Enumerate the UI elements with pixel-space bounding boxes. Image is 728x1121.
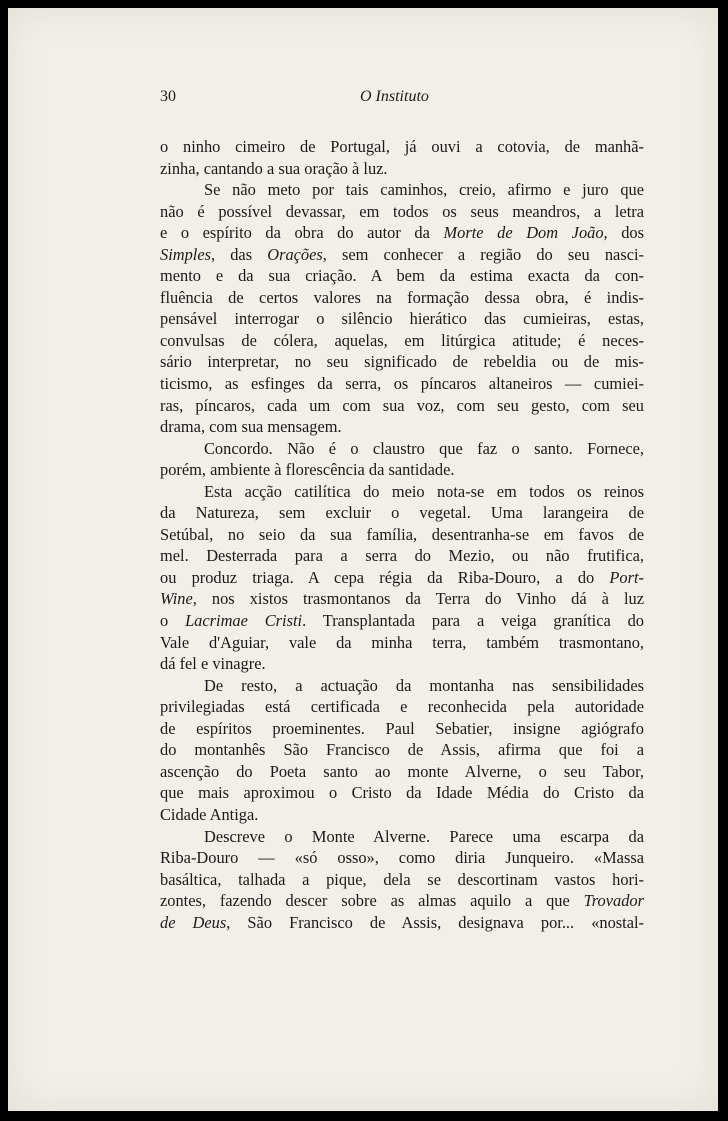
body-text xyxy=(160,136,644,933)
text-line: que mais aproximou o Cristo da Idade Média do Cristo da xyxy=(160,783,644,803)
book-page xyxy=(8,8,718,1111)
text-line: dá fel e vinagre. xyxy=(160,654,266,674)
text-line: De resto, a actuação da montanha nas sensibilidades xyxy=(204,675,644,695)
text-line: drama, com sua mensagem. xyxy=(160,417,342,437)
text-line: ascenção do Poeta santo ao monte Alverne, o seu Tabor, xyxy=(160,761,644,781)
text-line: zinha, cantando a sua oração à luz. xyxy=(160,158,388,178)
text-line: não é possível devassar, em todos os seus meandros, a letra xyxy=(160,201,644,221)
text-line: Concordo. Não é o claustro que faz o santo. Fornece, xyxy=(204,438,644,458)
running-title: O Instituto xyxy=(360,88,429,105)
text-line: Cidade Antiga. xyxy=(160,804,259,824)
text-line: o ninho cimeiro de Portugal, já ouvi a cotovia, de manhã- xyxy=(160,137,644,156)
text-line: privilegiadas está certificada e reconhecida pela autoridade xyxy=(160,697,644,717)
text-line: Riba-Douro — «só osso», como diria Junqueiro. «Massa xyxy=(160,848,644,868)
text-line: Vale d'Aguiar, vale da minha terra, também trasmontano, xyxy=(160,632,644,652)
page-header xyxy=(160,88,644,112)
text-line: mento e da sua criação. A bem da estima exacta da con- xyxy=(160,266,644,286)
text-line: o Lacrimae Cristi. Transplantada para a veiga granítica do xyxy=(160,611,645,631)
text-line: e o espírito da obra do autor da Morte de Dom João, dos xyxy=(160,223,644,243)
text-line: fluência de certos valores na formação dessa obra, é indis- xyxy=(160,287,644,307)
text-line: zontes, fazendo descer sobre as almas aquilo a que Trovador xyxy=(160,891,644,911)
text-line: ticismo, as esfinges da serra, os píncaros altaneiros — cumiei- xyxy=(160,374,644,394)
text-line: pensável interrogar o silêncio hierático das cumieiras, estas, xyxy=(160,309,644,329)
text-line: ras, píncaros, cada um com sua voz, com seu gesto, com seu xyxy=(160,395,644,415)
text-line: de espíritos proeminentes. Paul Sebatier, insigne agiógrafo xyxy=(160,718,644,738)
text-line: Descreve o Monte Alverne. Parece uma escarpa da xyxy=(204,826,644,846)
text-line: Setúbal, no seio da sua família, desentranha-se em favos de xyxy=(160,524,644,544)
text-line: convulsas de cólera, aquelas, em litúrgica atitude; é neces- xyxy=(160,330,644,350)
text-line: Se não meto por tais caminhos, creio, afirmo e juro que xyxy=(204,180,644,200)
text-line: ou produz triaga. A cepa régia da Riba-Douro, a do Port- xyxy=(160,567,644,587)
text-line: da Natureza, sem excluir o vegetal. Uma larangeira de xyxy=(160,503,644,523)
text-line: Wine, nos xistos trasmontanos da Terra do Vinho dá à luz xyxy=(160,589,644,609)
text-line: sário interpretar, no seu significado de rebeldia ou de mis- xyxy=(160,352,644,372)
text-line: Esta acção catilítica do meio nota-se em todos os reinos xyxy=(204,481,644,501)
text-line: basáltica, talhada a pique, dela se descortinam vastos hori- xyxy=(160,869,644,889)
text-line: mel. Desterrada para a serra do Mezio, ou não frutifica, xyxy=(160,546,644,566)
page-number: 30 xyxy=(160,88,176,105)
text-line: porém, ambiente à florescência da santidade. xyxy=(160,460,455,480)
text-line: de Deus, São Francisco de Assis, designava por... «nostal- xyxy=(160,912,644,932)
text-line: do montanhês São Francisco de Assis, afirma que foi a xyxy=(160,740,644,760)
text-line: Simples, das Orações, sem conhecer a região do seu nasci- xyxy=(160,244,644,264)
